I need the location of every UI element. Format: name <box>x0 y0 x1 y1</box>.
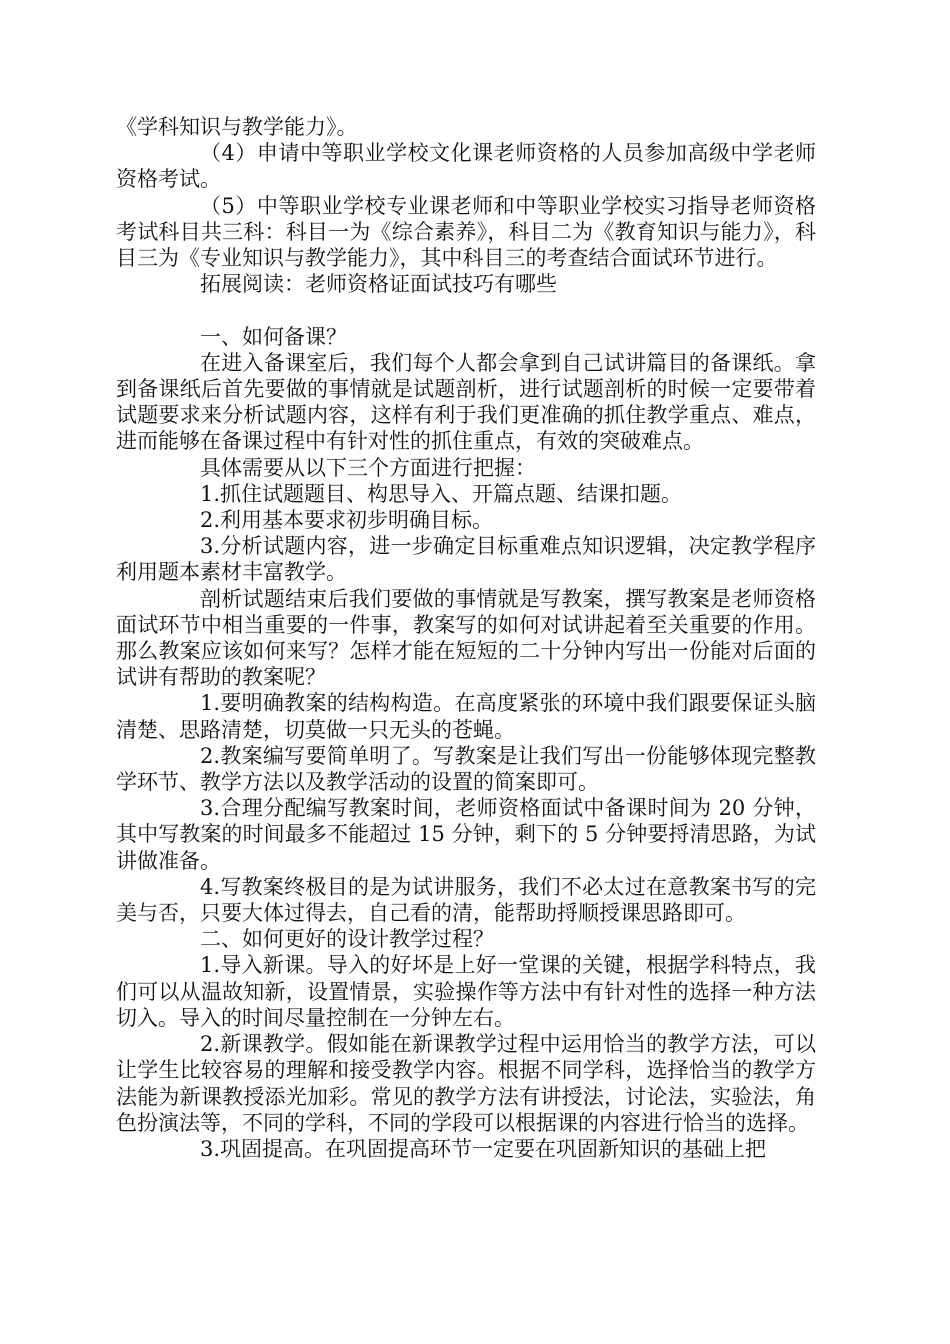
paragraph: （4）申请中等职业学校文化课老师资格的人员参加高级中学老师资格考试。 <box>116 141 816 192</box>
paragraph: 剖析试题结束后我们要做的事情就是写教案，撰写教案是老师资格面试环节中相当重要的一件事，教案写的如何对试讲起着至关重要的作用。那么教案应该如何来写？怎样才能在短短的二十分钟内写出一份能对后面的试讲有帮助的教案呢？ <box>116 586 816 690</box>
paragraph: 拓展阅读：老师资格证面试技巧有哪些 <box>200 272 557 297</box>
section-heading: 二、如何更好的设计教学过程？ <box>200 927 494 952</box>
paragraph: （5）中等职业学校专业课老师和中等职业学校实习指导老师资格考试科目共三科：科目一为《综合素养》，科目二为《教育知识与能力》，科目三为《专业知识与教学能力》，其中科目三的考查结合面试环节进行。 <box>116 193 816 271</box>
paragraph: 具体需要从以下三个方面进行把握： <box>200 455 536 480</box>
list-item: 2.新课教学。假如能在新课教学过程中运用恰当的教学方法，可以让学生比较容易的理解和接受教学内容。根据不同学科，选择恰当的教学方法能为新课教授添光加彩。常见的教学方法有讲授法，讨论法，实验法，角色扮演法等，不同的学科，不同的学段可以根据课的内容进行恰当的选择。 <box>116 1032 816 1135</box>
blank-line <box>116 297 816 323</box>
document-body <box>116 114 816 1162</box>
list-item: 1.抓住试题题目、构思导入、开篇点题、结课扣题。 <box>200 481 683 506</box>
list-item: 4.写教案终极目的是为试讲服务，我们不必太过在意教案书写的完美与否，只要大体过得去，自己看的清，能帮助捋顺授课思路即可。 <box>116 874 816 926</box>
section-heading: 一、如何备课？ <box>200 324 347 349</box>
paragraph: 在进入备课室后，我们每个人都会拿到自己试讲篇目的备课纸。拿到备课纸后首先要做的事情就是试题剖析，进行试题剖析的时候一定要带着试题要求来分析试题内容，这样有利于我们更准确的抓住教学重点、难点，进而能够在备课过程中有针对性的抓住重点，有效的突破难点。 <box>116 350 816 454</box>
list-item: 2.利用基本要求初步明确目标。 <box>200 508 494 533</box>
list-item: 3.巩固提高。在巩固提高环节一定要在巩固新知识的基础上把 <box>200 1136 767 1161</box>
list-item: 3.分析试题内容，进一步确定目标重难点知识逻辑，决定教学程序利用题本素材丰富教学。 <box>116 534 816 585</box>
list-item: 1.要明确教案的结构构造。在高度紧张的环境中我们跟要保证头脑清楚、思路清楚，切莫做一只无头的苍蝇。 <box>116 691 816 742</box>
list-item: 3.合理分配编写教案时间，老师资格面试中备课时间为 20 分钟，其中写教案的时间最多不能超过 15 分钟，剩下的 5 分钟要捋清思路，为试讲做准备。 <box>116 796 816 873</box>
paragraph: 《学科知识与教学能力》。 <box>116 115 358 139</box>
list-item: 1.导入新课。导入的好坏是上好一堂课的关键，根据学科特点，我们可以从温故知新，设置情景，实验操作等方法中有针对性的选择一种方法切入。导入的时间尽量控制在一分钟左右。 <box>116 953 816 1030</box>
list-item: 2.教案编写要简单明了。写教案是让我们写出一份能够体现完整教学环节、教学方法以及教学活动的设置的简案即可。 <box>116 743 816 795</box>
